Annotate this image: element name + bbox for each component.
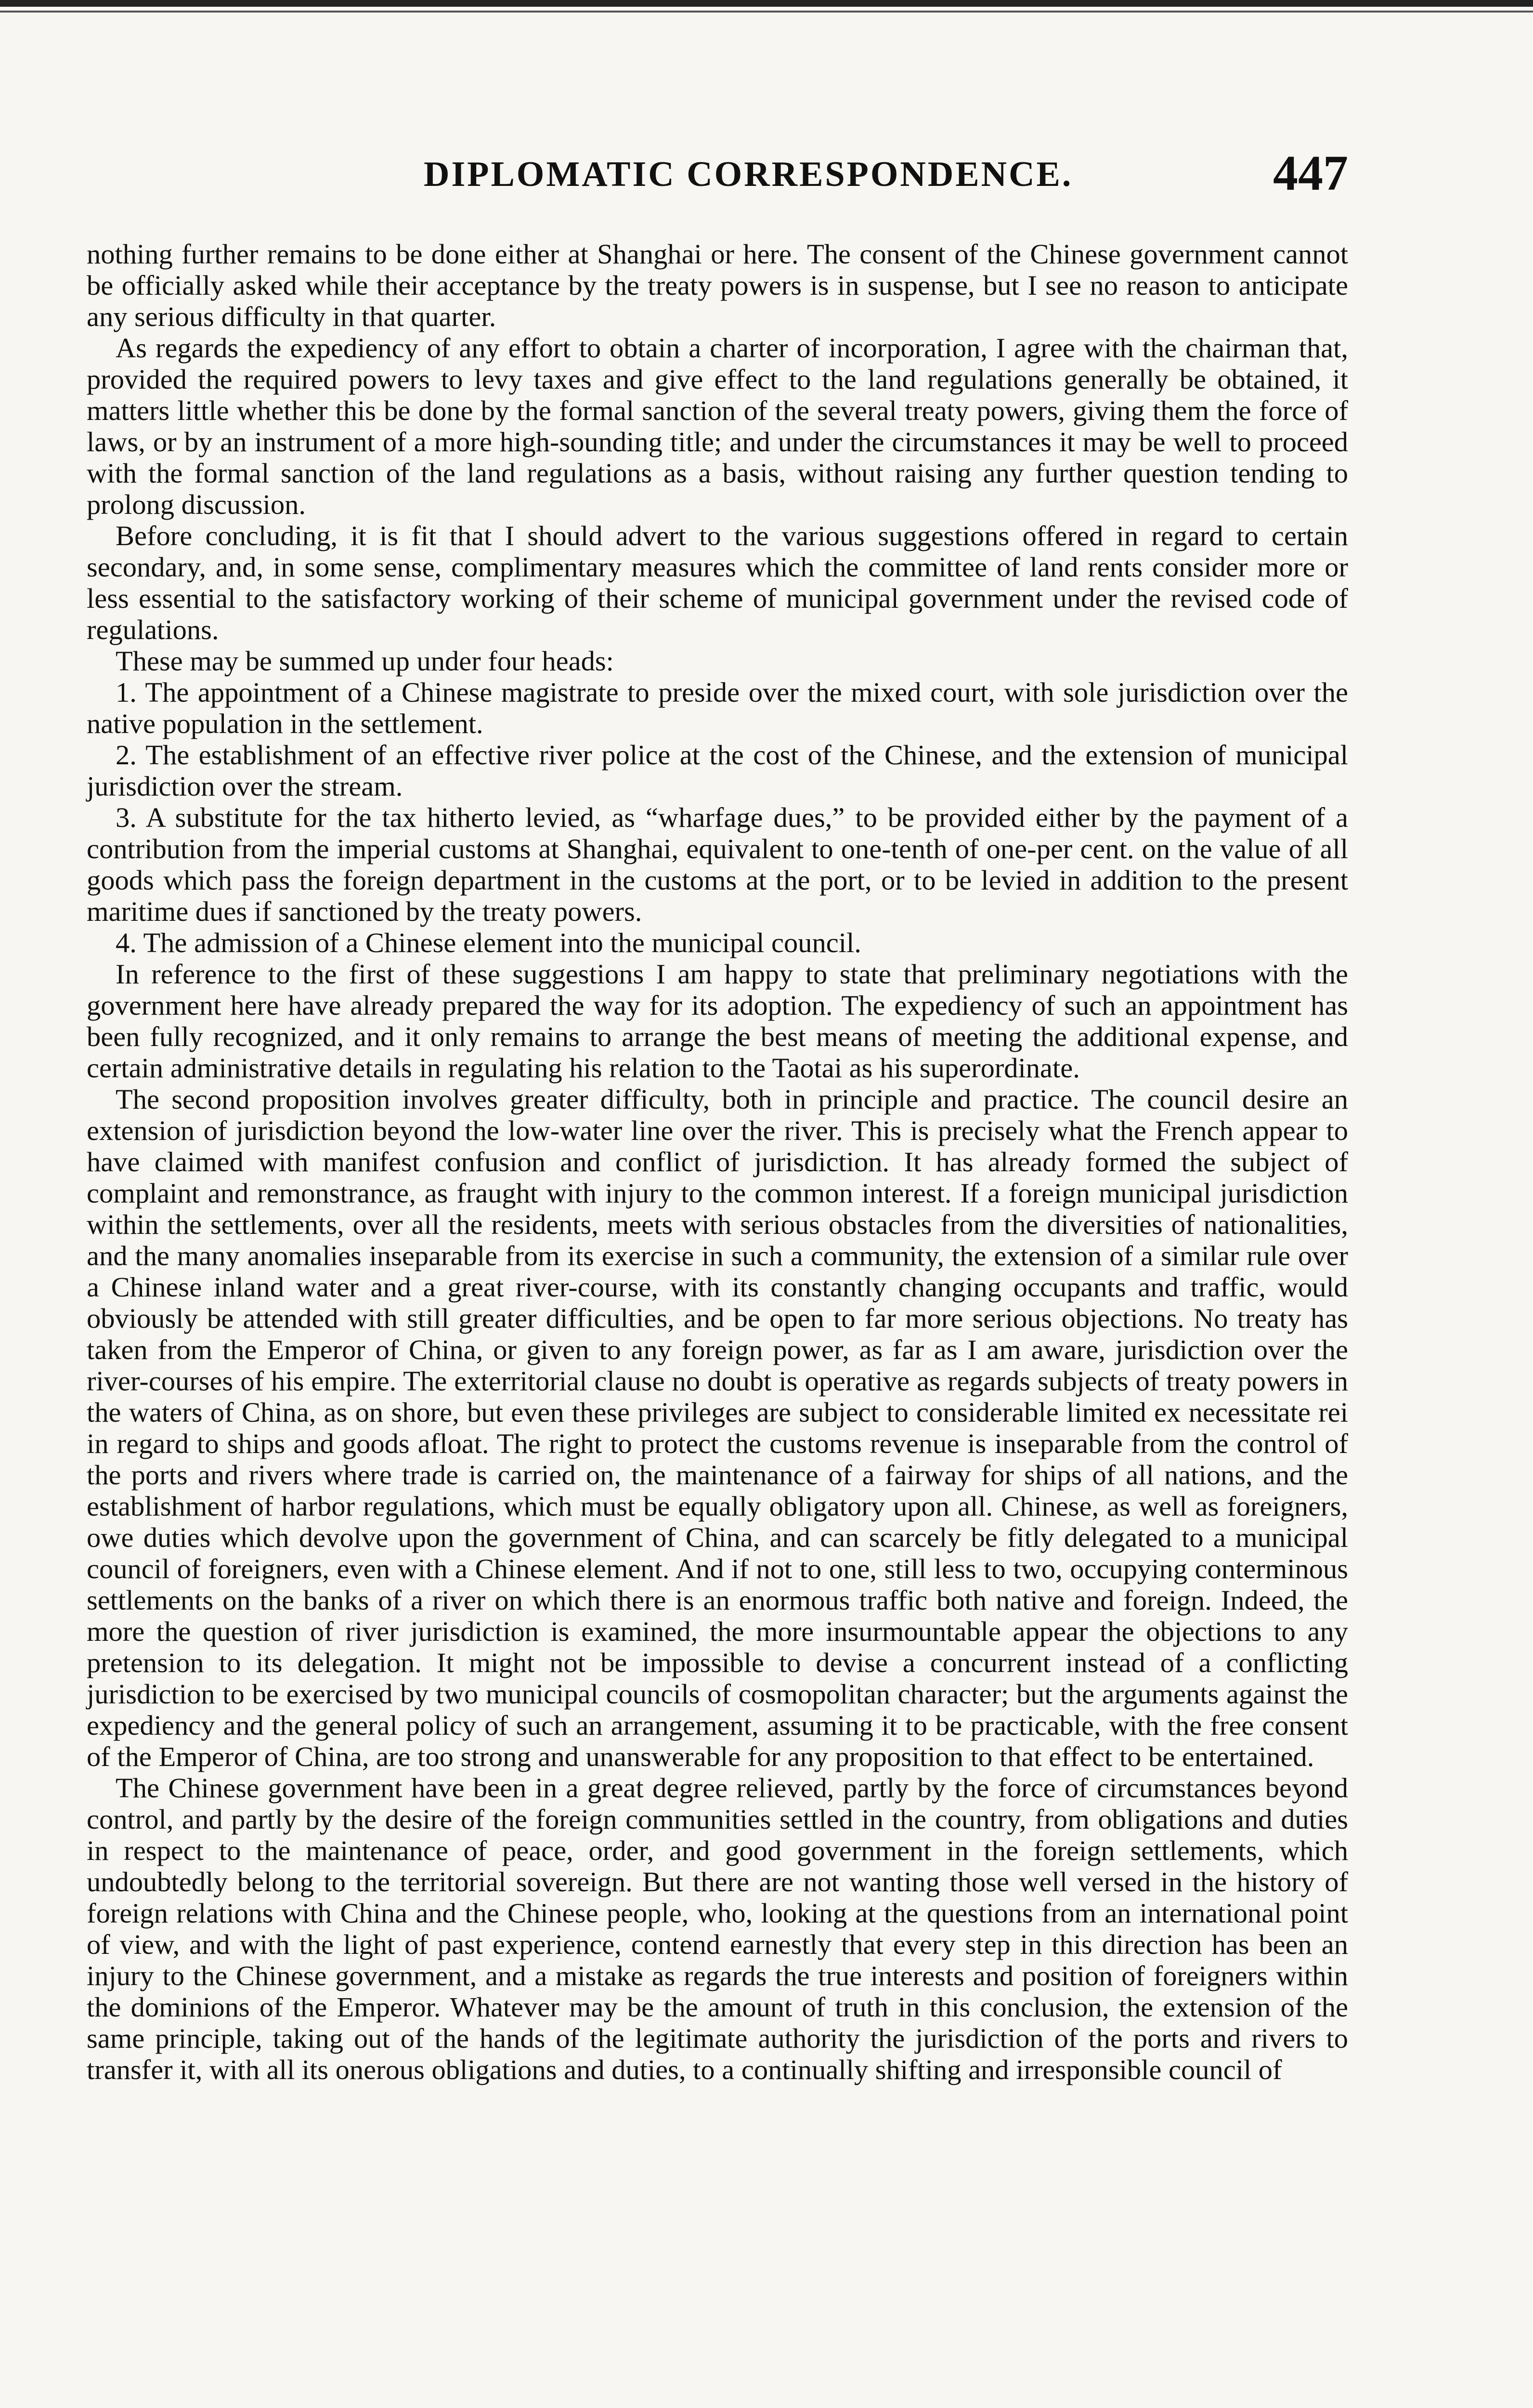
paragraph-second-proposition: The second proposition involves greater difficulty, both in principle and practice. The council desire an extension of jurisdiction beyond the low-water line over the river. This is precisely what the French appear to have claimed with manifest confusion and conflict of jurisdiction. It has already formed the subject of complaint and remonstrance, as fraught with injury to the common interest. If a foreign municipal jurisdiction within the settlements, over all the residents, meets with serious obstacles from the diversities of nationalities, and the many anomalies inseparable from its exercise in such a community, the extension of a similar rule over a Chinese inland water and a great river-course, with its constantly changing occupants and traffic, would obviously be attended with still greater difficulties, and be open to far more serious objections. No treaty has taken from the Emperor of China, or given to any foreign power, as far as I am aware, jurisdiction over the river-courses of his empire. The exterritorial clause no doubt is operative as regards subjects of treaty powers in the waters of China, as on shore, but even these privileges are subject to considerable limited ex necessitate rei in regard to ships and goods afloat. The right to protect the customs revenue is inseparable from the control of the ports and rivers where trade is carried on, the maintenance of a fairway for ships of all nations, and the establishment of harbor regulations, which must be equally obligatory upon all. Chinese, as well as foreigners, owe duties which devolve upon the government of China, and can scarcely be fitly delegated to a municipal council of foreigners, even with a Chinese element. And if not to one, still less to two, occupying conterminous settlements on the banks of a river on which there is an enormous traffic both native and foreign. Indeed, the more the question of river jurisdiction is examined, the more insurmountable appear the objections to any pretension to its delegation. It might not be impossible to devise a concurrent instead of a conflicting jurisdiction to be exercised by two municipal councils of cosmopolitan character; but the arguments against the expediency and the general policy of such an arrangement, assuming it to be practicable, with the free consent of the Emperor of China, are too strong and unanswerable for any proposition to that effect to be entertained. (87, 1084, 1348, 1772)
paragraph-four-heads: These may be summed up under four heads: (116, 645, 614, 677)
top-rule-thin (0, 11, 1533, 13)
list-item-4: 4. The admission of a Chinese element into the municipal council. (116, 927, 861, 958)
top-rule (0, 0, 1533, 7)
list-item-1: 1. The appointment of a Chinese magistrate to preside over the mixed court, with sole jurisdiction over the native population in the settlement. (87, 677, 1348, 739)
paragraph-charter: As regards the expediency of any effort to obtain a charter of incorporation, I agree with the chairman that, provided the required powers to levy taxes and give effect to the land regulations generally be obtained, it matters little whether this be done by the formal sanction of the several treaty powers, giving them the force of laws, or by an instrument of a more high-sounding title; and under the circumstances it may be well to proceed with the formal sanction of the land regulations as a basis, without raising any further question tending to prolong discussion. (87, 332, 1348, 520)
running-head: DIPLOMATIC CORRESPONDENCE. (424, 155, 1073, 194)
paragraph-first-suggestion: In reference to the first of these suggestions I am happy to state that preliminary negotiations with the government here have already prepared the way for its adoption. The expediency of such an appointment has been fully recognized, and it only remains to arrange the best means of meeting the additional expense, and certain administrative details in regulating his relation to the Taotai as his superordinate. (87, 958, 1348, 1084)
page-header (87, 144, 1348, 207)
paragraph-continuation: nothing further remains to be done either at Shanghai or here. The consent of the Chinese government cannot be officially asked while their acceptance by the treaty powers is in suspense, but I see no reason to anticipate any serious difficulty in that quarter. (87, 238, 1348, 332)
paragraph-suggestions: Before concluding, it is fit that I should advert to the various suggestions offered in regard to certain secondary, and, in some sense, complimentary measures which the committee of land rents consider more or less essential to the satisfactory working of their scheme of municipal government under the revised code of regulations. (87, 520, 1348, 645)
list-item-3: 3. A substitute for the tax hitherto levied, as “wharfage dues,” to be provided either by the payment of a contribution from the imperial customs at Shanghai, equivalent to one-tenth of one-per cent. on the value of all goods which pass the foreign department in the customs at the port, or to be levied in addition to the present maritime dues if sanctioned by the treaty powers. (87, 802, 1348, 927)
page-number: 447 (1273, 145, 1348, 201)
list-item-2: 2. The establishment of an effective river police at the cost of the Chinese, and the extension of municipal jurisdiction over the stream. (87, 739, 1348, 802)
paragraph-chinese-government: The Chinese government have been in a great degree relieved, partly by the force of circumstances beyond control, and partly by the desire of the foreign communities settled in the country, from obligations and duties in respect to the maintenance of peace, order, and good government in the foreign settlements, which undoubtedly belong to the territorial sovereign. But there are not wanting those well versed in the history of foreign relations with China and the Chinese people, who, looking at the questions from an international point of view, and with the light of past experience, contend earnestly that every step in this direction has been an injury to the Chinese government, and a mistake as regards the true interests and position of foreigners within the dominions of the Emperor. Whatever may be the amount of truth in this conclusion, the extension of the same principle, taking out of the hands of the legitimate authority the jurisdiction of the ports and rivers to transfer it, with all its onerous obligations and duties, to a continually shifting and irresponsible council of (87, 1772, 1348, 2085)
body-text (87, 238, 1348, 2085)
